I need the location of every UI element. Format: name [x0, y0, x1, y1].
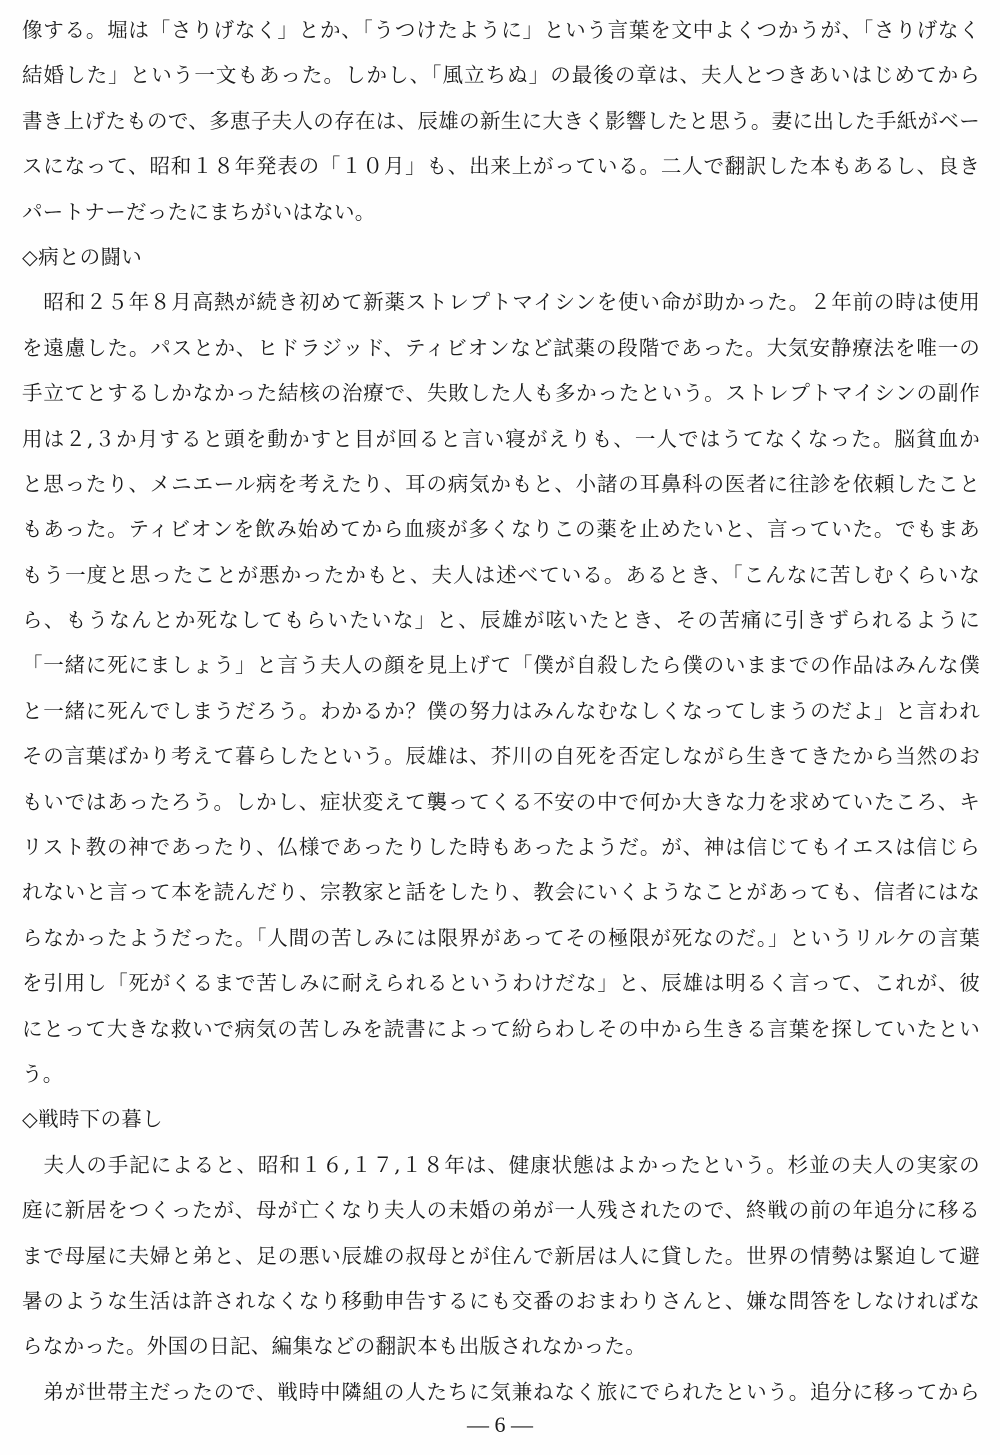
text-line: らなかった。外国の日記、編集などの翻訳本も出版されなかった。 [22, 1334, 646, 1359]
text-line: 暑のような生活は許されなくなり移動申告するにも交番のおまわりさんと、嫌な問答をしなければな [22, 1288, 980, 1313]
text-line: もあった。ティビオンを飲み始めてから血痰が多くなりこの薬を止めたいと、言っていた。でもまあ [22, 517, 980, 542]
text-line: 昭和２５年８月高熱が続き初めて新薬ストレプトマイシンを使い命が助かった。２年前の時は使用 [22, 290, 980, 315]
text-line: 夫人の手記によると、昭和１６,１７,１８年は、健康状態はよかったという。杉並の夫人の実家の [22, 1152, 980, 1177]
text-line: 「一緒に死にましょう」と言う夫人の顔を見上げて「僕が自殺したら僕のいままでの作品はみんな僕 [22, 653, 980, 678]
text-line: 結婚した」という一文もあった。しかし、「風立ちぬ」の最後の章は、夫人とつきあいはじめてから [22, 63, 980, 88]
text-line: 像する。堀は「さりげなく」とか、「うつけたように」という言葉を文中よくつかうが、「さりげなく [22, 18, 980, 42]
text-line: れないと言って本を読んだり、宗教家と話をしたり、教会にいくようなことがあっても、信者にはな [22, 880, 980, 905]
text-line: と思ったり、メニエール病を考えたり、耳の病気かもと、小諸の耳鼻科の医者に往診を依頼したこと [22, 471, 980, 496]
text-line: にとって大きな救いで病気の苦しみを読書によって紛らわしその中から生きる言葉を探していたとい [22, 1016, 980, 1041]
text-line: 庭に新居をつくったが、母が亡くなり夫人の未婚の弟が一人残されたので、終戦の前の年追分に移る [22, 1198, 980, 1223]
text-line: を遠慮した。パスとか、ヒドラジッド、ティビオンなど試薬の段階であった。大気安静療法を唯一の [22, 335, 980, 360]
text-line: その言葉ばかり考えて暮らしたという。辰雄は、芥川の自死を否定しながら生きてきたから当然のお [22, 744, 980, 769]
text-line: らなかったようだった。「人間の苦しみには限界があってその極限が死なのだ。」というリルケの言葉 [22, 925, 980, 950]
text-line: 弟が世帯主だったので、戦時中隣組の人たちに気兼ねなく旅にでられたという。追分に移ってから [22, 1379, 980, 1404]
text-line: う。 [22, 1061, 64, 1086]
text-line: スになって、昭和１８年発表の「１０月」も、出来上がっている。二人で翻訳した本もあるし、良き [22, 154, 980, 179]
text-line: 書き上げたもので、多恵子夫人の存在は、辰雄の新生に大きく影響したと思う。妻に出した手紙がベー [22, 108, 980, 133]
text-line: ら、もうなんとか死なしてもらいたいな」と、辰雄が呟いたとき、その苦痛に引きずられるように [22, 608, 980, 633]
text-line: を引用し「死がくるまで苦しみに耐えられるというわけだな」と、辰雄は明るく言って、これが、彼 [22, 971, 980, 996]
text-line: パートナーだったにまちがいはない。 [22, 199, 376, 224]
section-heading: ◇戦時下の暮し [22, 1107, 163, 1132]
text-line: もいではあったろう。しかし、症状変えて襲ってくる不安の中で何か大きな力を求めていたころ、キ [22, 789, 980, 814]
text-line: まで母屋に夫婦と弟と、足の悪い辰雄の叔母とが住んで新居は人に貸した。世界の情勢は緊迫して避 [22, 1243, 980, 1268]
text-line: 手立てとするしかなかった結核の治療で、失敗した人も多かったという。ストレプトマイシンの副作 [22, 381, 980, 406]
body-text [22, 8, 980, 1415]
page-number: — 6 — [467, 1412, 533, 1437]
text-line: リスト教の神であったり、仏様であったりした時もあったようだ。が、神は信じてもイエスは信じら [22, 835, 980, 860]
text-line: もう一度と思ったことが悪かったかもと、夫人は述べている。あるとき、「こんなに苦しむくらいな [22, 562, 980, 587]
text-line: と一緒に死んでしまうだろう。わかるか？僕の努力はみんなむなしくなってしまうのだよ」と言われ [22, 698, 980, 723]
text-line: 用は２,３か月すると頭を動かすと目が回ると言い寝がえりも、一人ではうてなくなった。脳貧血か [22, 426, 980, 451]
section-heading: ◇病との闘い [22, 244, 143, 269]
